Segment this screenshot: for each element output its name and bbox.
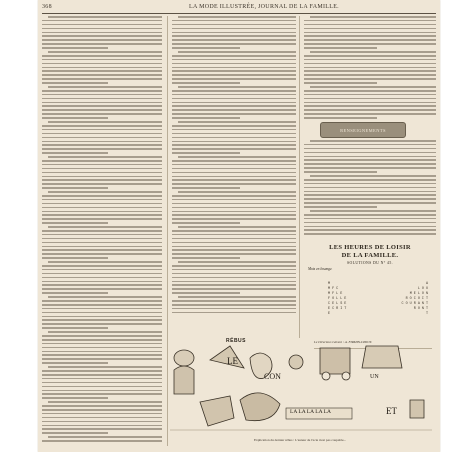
rebus-chest	[410, 400, 424, 418]
text-line	[304, 39, 436, 41]
text-line	[172, 199, 296, 201]
text-line	[304, 117, 377, 119]
rebus-cart	[362, 346, 402, 368]
text-line	[172, 20, 296, 22]
text-line	[42, 141, 162, 143]
text-line	[172, 195, 296, 197]
rebus-dog	[240, 393, 280, 421]
text-line	[42, 102, 162, 104]
text-line	[172, 176, 296, 178]
text-line	[42, 164, 162, 166]
text-line	[304, 35, 436, 37]
text-line	[42, 257, 108, 259]
text-line	[42, 113, 162, 115]
rebus-word-con: CON	[264, 372, 281, 381]
header-rule	[42, 13, 436, 14]
text-line	[42, 390, 162, 392]
text-line	[172, 78, 296, 80]
text-line	[304, 43, 436, 45]
solution-row: E T	[328, 312, 428, 316]
text-line	[42, 273, 162, 275]
text-line	[42, 253, 162, 255]
text-line	[42, 440, 162, 442]
text-line	[42, 144, 162, 146]
text-line	[304, 226, 436, 228]
text-line	[172, 63, 296, 65]
text-column-3-lower	[304, 140, 436, 240]
text-line	[304, 233, 436, 235]
text-line	[304, 152, 436, 154]
text-line	[42, 35, 162, 37]
text-line	[172, 35, 296, 37]
text-line	[172, 102, 296, 104]
text-line	[310, 86, 436, 88]
rebus-wheel	[322, 372, 330, 380]
text-line	[172, 148, 296, 150]
text-line	[42, 94, 162, 96]
text-line	[304, 183, 436, 185]
text-line	[172, 187, 240, 189]
text-line	[304, 206, 377, 208]
text-line	[42, 405, 162, 407]
text-line	[304, 32, 436, 34]
text-line	[172, 312, 296, 314]
text-line	[172, 211, 296, 213]
heures-section: Mots en losange.	[308, 267, 333, 271]
text-line	[172, 28, 296, 30]
text-line	[42, 63, 162, 65]
text-line	[304, 218, 436, 220]
text-line	[42, 370, 162, 372]
rebus-word-et: ET	[386, 406, 397, 416]
text-line	[42, 214, 162, 216]
page-header	[38, 4, 440, 12]
text-line	[172, 269, 296, 271]
text-line	[304, 179, 436, 181]
text-line	[304, 59, 436, 61]
text-line	[172, 109, 296, 111]
text-column-1	[42, 16, 162, 448]
text-line	[178, 156, 296, 158]
text-line	[42, 269, 162, 271]
text-line	[42, 90, 162, 92]
director-signature: Le Directeur-Gérant : A. FIRMIN-DIDOT.	[314, 340, 373, 344]
text-line	[42, 277, 162, 279]
text-column-3	[304, 16, 436, 120]
text-line	[172, 39, 296, 41]
text-line	[172, 144, 296, 146]
text-line	[42, 351, 162, 353]
text-line	[172, 113, 296, 115]
text-line	[304, 171, 377, 173]
text-line	[178, 296, 296, 298]
text-line	[48, 121, 162, 123]
text-line	[42, 292, 108, 294]
text-line	[304, 90, 436, 92]
text-line	[42, 32, 162, 34]
text-line	[48, 331, 162, 333]
text-line	[178, 51, 296, 53]
text-line	[172, 273, 296, 275]
text-line	[178, 191, 296, 193]
text-line	[304, 113, 436, 115]
text-line	[42, 203, 162, 205]
text-line	[42, 249, 162, 251]
text-line	[304, 82, 377, 84]
text-line	[48, 401, 162, 403]
text-line	[42, 335, 162, 337]
text-line	[48, 51, 162, 53]
text-line	[172, 288, 296, 290]
text-line	[310, 140, 436, 142]
text-line	[42, 137, 162, 139]
text-line	[172, 183, 296, 185]
text-line	[172, 246, 296, 248]
text-column-2	[172, 16, 296, 316]
text-line	[42, 109, 162, 111]
text-line	[172, 218, 296, 220]
solution-row: F O L L E R O C O I T	[328, 297, 428, 301]
text-line	[172, 304, 296, 306]
text-line	[304, 55, 436, 57]
text-line	[42, 222, 108, 224]
text-line	[48, 156, 162, 158]
text-line	[42, 425, 162, 427]
text-line	[42, 265, 162, 267]
text-line	[310, 16, 436, 18]
text-line	[42, 339, 162, 341]
text-line	[42, 319, 162, 321]
text-line	[172, 281, 296, 283]
text-line	[304, 67, 436, 69]
text-line	[42, 168, 162, 170]
text-line	[42, 176, 162, 178]
text-line	[42, 413, 162, 415]
text-line	[42, 327, 108, 329]
text-line	[42, 242, 162, 244]
text-line	[172, 55, 296, 57]
text-line	[172, 141, 296, 143]
text-line	[172, 234, 296, 236]
text-line	[42, 218, 162, 220]
heures-title-2: DE LA FAMILLE.	[341, 252, 399, 259]
text-line	[172, 179, 296, 181]
text-line	[42, 148, 162, 150]
text-line	[42, 74, 162, 76]
text-line	[172, 265, 296, 267]
text-line	[172, 214, 296, 216]
text-line	[42, 284, 162, 286]
text-line	[172, 82, 240, 84]
text-line	[172, 94, 296, 96]
text-line	[42, 238, 162, 240]
text-line	[42, 234, 162, 236]
text-line	[42, 288, 162, 290]
rebus-title: RÉBUS	[226, 338, 247, 344]
page-number: 368	[42, 4, 52, 10]
text-line	[172, 117, 240, 119]
text-line	[48, 86, 162, 88]
text-line	[42, 152, 108, 154]
text-line	[42, 374, 162, 376]
text-line	[48, 436, 162, 438]
text-line	[172, 70, 296, 72]
text-line	[172, 24, 296, 26]
text-line	[172, 98, 296, 100]
text-line	[178, 226, 296, 228]
text-line	[42, 308, 162, 310]
text-line	[42, 82, 108, 84]
text-line	[172, 125, 296, 127]
text-line	[310, 51, 436, 53]
text-line	[304, 187, 436, 189]
text-line	[42, 47, 108, 49]
text-line	[42, 428, 162, 430]
text-line	[42, 125, 162, 127]
text-line	[42, 432, 108, 434]
text-line	[42, 172, 162, 174]
text-line	[42, 28, 162, 30]
text-line	[172, 152, 240, 154]
text-line	[42, 195, 162, 197]
text-line	[172, 32, 296, 34]
solution-row: C E L S E C O U R A N T	[328, 302, 428, 306]
text-line	[304, 214, 436, 216]
heures-subtitle: SOLUTIONS DU N° 45.	[346, 261, 394, 265]
solution-row: M F L E M E L O N	[328, 292, 428, 296]
text-line	[172, 300, 296, 302]
text-line	[42, 347, 162, 349]
text-line	[42, 230, 162, 232]
text-line	[42, 382, 162, 384]
text-line	[42, 281, 162, 283]
text-line	[304, 47, 377, 49]
rebus-bench	[200, 396, 234, 426]
text-line	[42, 98, 162, 100]
page-title: LA MODE ILLUSTRÉE, JOURNAL DE LA FAMILLE.	[189, 4, 339, 10]
text-line	[172, 308, 296, 310]
text-line	[304, 229, 436, 231]
text-line	[304, 167, 436, 169]
text-line	[42, 43, 162, 45]
text-line	[42, 67, 162, 69]
text-line	[42, 343, 162, 345]
text-line	[304, 198, 436, 200]
text-line	[304, 191, 436, 193]
text-line	[172, 137, 296, 139]
text-line	[304, 98, 436, 100]
text-line	[304, 202, 436, 204]
text-line	[172, 59, 296, 61]
text-line	[304, 102, 436, 104]
text-line	[304, 163, 436, 165]
text-line	[304, 109, 436, 111]
text-line	[178, 121, 296, 123]
text-line	[172, 67, 296, 69]
text-line	[172, 74, 296, 76]
text-line	[42, 160, 162, 162]
text-line	[42, 133, 162, 135]
text-line	[304, 159, 436, 161]
rebus-coach	[320, 348, 350, 374]
text-line	[172, 249, 296, 251]
rebus-figure-body	[174, 366, 194, 394]
rebus-caption: Explication du dernier rébus : L'auteur de l'acte n'est pas coupable...	[253, 438, 347, 442]
text-line	[172, 253, 296, 255]
text-line	[304, 194, 436, 196]
rebus-word-lala: LA LA LA LA LA	[290, 409, 331, 415]
text-line	[304, 144, 436, 146]
text-line	[42, 354, 162, 356]
text-line	[42, 421, 162, 423]
text-line	[178, 16, 296, 18]
text-line	[304, 28, 436, 30]
text-line	[42, 105, 162, 107]
banner-label: RENSEIGNEMENTS	[340, 127, 386, 133]
text-line	[42, 211, 162, 213]
text-line	[48, 296, 162, 298]
text-line	[304, 78, 436, 80]
text-line	[42, 393, 162, 395]
text-line	[42, 409, 162, 411]
solution-row: M F C L O U	[328, 287, 428, 291]
text-line	[48, 261, 162, 263]
text-line	[48, 191, 162, 193]
text-line	[172, 90, 296, 92]
rebus-wheel	[342, 372, 350, 380]
text-line	[42, 246, 162, 248]
text-line	[42, 378, 162, 380]
text-line	[172, 160, 296, 162]
heures-title-1: LES HEURES DE LOISIR	[329, 244, 411, 251]
column-divider-2	[299, 16, 300, 338]
text-line	[172, 164, 296, 166]
text-line	[42, 179, 162, 181]
text-line	[304, 94, 436, 96]
rebus-word-le: LE	[227, 356, 238, 366]
text-line	[42, 183, 162, 185]
renseignements-banner	[320, 122, 406, 138]
text-line	[42, 323, 162, 325]
text-line	[42, 24, 162, 26]
text-line	[178, 86, 296, 88]
solutions-grid	[328, 282, 428, 317]
text-line	[42, 70, 162, 72]
text-line	[42, 312, 162, 314]
heures-de-loisir	[304, 244, 436, 272]
text-line	[172, 105, 296, 107]
text-line	[304, 148, 436, 150]
text-line	[178, 261, 296, 263]
text-line	[172, 129, 296, 131]
text-line	[42, 207, 162, 209]
text-line	[172, 277, 296, 279]
text-line	[172, 238, 296, 240]
rebus-ball	[289, 355, 303, 369]
text-line	[310, 175, 436, 177]
text-line	[42, 199, 162, 201]
text-line	[42, 20, 162, 22]
text-line	[172, 284, 296, 286]
text-line	[42, 117, 108, 119]
text-line	[304, 156, 436, 158]
text-line	[48, 226, 162, 228]
column-divider-1	[167, 16, 168, 446]
text-line	[42, 39, 162, 41]
text-line	[42, 362, 108, 364]
rebus-word-un: UN	[370, 374, 379, 380]
text-line	[172, 222, 240, 224]
text-line	[304, 24, 436, 26]
text-line	[48, 16, 162, 18]
text-line	[42, 78, 162, 80]
text-line	[172, 168, 296, 170]
text-line	[42, 300, 162, 302]
text-line	[304, 63, 436, 65]
rebus-figure-group	[174, 350, 194, 366]
text-line	[172, 242, 296, 244]
text-line	[42, 129, 162, 131]
text-line	[172, 207, 296, 209]
text-line	[304, 74, 436, 76]
text-line	[42, 304, 162, 306]
text-line	[42, 386, 162, 388]
text-line	[304, 20, 436, 22]
solution-row: E C R I T R O N T	[328, 307, 428, 311]
solution-row: M A	[328, 282, 428, 286]
text-line	[172, 47, 240, 49]
text-line	[304, 222, 436, 224]
text-line	[42, 55, 162, 57]
text-line	[42, 316, 162, 318]
text-line	[42, 417, 162, 419]
text-line	[48, 366, 162, 368]
text-line	[42, 358, 162, 360]
text-line	[172, 230, 296, 232]
text-line	[172, 292, 240, 294]
text-line	[172, 257, 240, 259]
text-line	[304, 70, 436, 72]
text-line	[310, 210, 436, 212]
text-line	[304, 105, 436, 107]
text-line	[172, 43, 296, 45]
text-line	[42, 59, 162, 61]
text-line	[172, 172, 296, 174]
text-line	[172, 203, 296, 205]
rebus-illustration	[170, 340, 432, 436]
text-line	[172, 133, 296, 135]
text-line	[42, 397, 108, 399]
text-line	[42, 187, 108, 189]
